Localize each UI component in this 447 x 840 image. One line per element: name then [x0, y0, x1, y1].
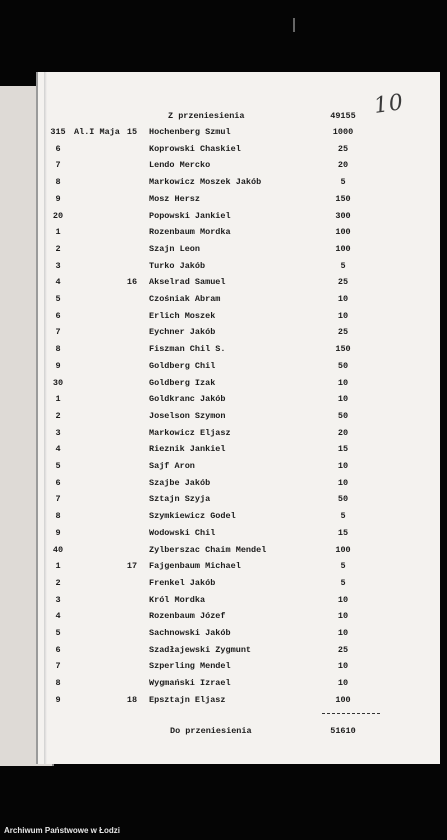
entry-name: Hochenberg Szmul — [149, 127, 231, 137]
entry-amount: 25 — [337, 644, 349, 655]
table-row — [0, 157, 447, 173]
table-row — [0, 608, 447, 624]
entry-date: Al.I Maja — [74, 127, 120, 137]
entry-number: 8 — [55, 678, 61, 689]
entry-amount: 100 — [335, 544, 351, 555]
entry-name: Erlich Moszek — [149, 310, 216, 321]
entry-number: 7 — [55, 160, 61, 171]
entry-name: Wodowski Chil — [149, 527, 216, 538]
entry-name: Mosz Hersz — [149, 193, 201, 204]
film-mark — [293, 18, 295, 32]
table-row — [0, 241, 447, 257]
entry-name: Szajbe Jakób — [149, 477, 211, 488]
table-row — [0, 625, 447, 641]
entry-number: 9 — [55, 527, 61, 538]
table-row — [0, 124, 447, 140]
entry-amount: 25 — [337, 277, 349, 288]
entry-day: 17 — [126, 561, 138, 572]
entry-number: 9 — [55, 694, 61, 705]
entry-amount: 10 — [337, 678, 349, 689]
table-row — [0, 191, 447, 207]
entry-name: Popowski Jankiel — [149, 210, 231, 221]
entry-number: 8 — [55, 177, 61, 188]
entry-amount: 20 — [337, 160, 349, 171]
table-row — [0, 224, 447, 240]
entry-number: 6 — [55, 143, 61, 154]
entry-name: Epsztajn Eljasz — [149, 694, 226, 705]
table-row — [0, 324, 447, 340]
entry-number: 6 — [55, 310, 61, 321]
table-row — [0, 441, 447, 457]
entry-number: 1 — [55, 394, 61, 405]
table-row — [0, 658, 447, 674]
table-row — [0, 675, 447, 691]
entry-amount: 10 — [337, 611, 349, 622]
entry-amount: 10 — [337, 394, 349, 405]
entry-amount: 10 — [337, 594, 349, 605]
entry-amount: 150 — [335, 344, 351, 355]
entry-amount: 100 — [335, 694, 351, 705]
entry-amount: 10 — [337, 661, 349, 672]
entry-number: 2 — [55, 577, 61, 588]
entry-number: 7 — [55, 327, 61, 338]
entry-number: 3 — [55, 594, 61, 605]
entry-number: 40 — [52, 544, 64, 555]
carry-over-footer — [0, 723, 447, 739]
entry-name: Lendo Mercko — [149, 160, 211, 171]
entry-number: 4 — [55, 277, 61, 288]
table-row — [0, 642, 447, 658]
footer-amount: 51610 — [330, 726, 356, 736]
entry-amount: 50 — [337, 360, 349, 371]
entry-name: Fajgenbaum Michael — [149, 561, 241, 572]
entry-day: 18 — [126, 694, 138, 705]
entry-number: 1 — [55, 561, 61, 572]
entry-amount: 100 — [335, 227, 351, 238]
entry-amount: 50 — [337, 494, 349, 505]
entry-name: Sztajn Szyja — [149, 494, 211, 505]
table-row — [0, 208, 447, 224]
entry-name: Szymkiewicz Godel — [149, 511, 236, 522]
table-row — [0, 542, 447, 558]
table-row — [0, 475, 447, 491]
entry-number: 8 — [55, 344, 61, 355]
table-row — [0, 425, 447, 441]
entry-name: Markowicz Moszek Jakób — [149, 177, 262, 188]
entry-number: 6 — [55, 644, 61, 655]
entry-name: Zylberszac Chaim Mendel — [149, 544, 267, 555]
entry-number: 6 — [55, 477, 61, 488]
entry-name: Goldkranc Jakób — [149, 394, 226, 405]
table-row — [0, 408, 447, 424]
entry-number: 5 — [55, 628, 61, 638]
entry-number: 5 — [55, 461, 61, 471]
entry-day: 15 — [126, 127, 138, 137]
entry-number: 2 — [55, 243, 61, 254]
entry-number: 7 — [55, 494, 61, 505]
entry-number: 7 — [55, 661, 61, 672]
entry-name: Goldberg Izak — [149, 377, 216, 388]
table-row — [0, 375, 447, 391]
table-row — [0, 491, 447, 507]
header-title: Z przeniesienia — [168, 111, 245, 121]
table-row — [0, 458, 447, 474]
entry-name: Fiszman Chil S. — [149, 344, 226, 355]
table-row — [0, 258, 447, 274]
entry-name: Akselrad Samuel — [149, 277, 226, 288]
entry-number: 2 — [55, 410, 61, 421]
entry-amount: 10 — [337, 477, 349, 488]
entry-name: Rozenbaum Józef — [149, 611, 226, 622]
entry-name: Frenkel Jakób — [149, 577, 216, 588]
entry-number: 30 — [52, 377, 64, 388]
table-row — [0, 508, 447, 524]
entry-amount: 150 — [335, 193, 351, 204]
entry-amount: 10 — [337, 628, 349, 638]
table-row — [0, 174, 447, 190]
entry-name: Eychner Jakób — [149, 327, 216, 338]
entry-name: Rozenbaum Mordka — [149, 227, 231, 238]
carried-forward-header — [0, 108, 447, 124]
entry-name: Czośniak Abram — [149, 294, 221, 304]
entry-amount: 5 — [340, 561, 346, 572]
entry-amount: 10 — [337, 294, 349, 304]
entry-name: Sachnowski Jakób — [149, 628, 231, 638]
table-row — [0, 291, 447, 307]
table-row — [0, 692, 447, 708]
entry-amount: 10 — [337, 310, 349, 321]
header-amount: 49155 — [330, 111, 356, 121]
table-row — [0, 592, 447, 608]
entry-amount: 10 — [337, 461, 349, 471]
entry-amount: 25 — [337, 143, 349, 154]
entry-number: 9 — [55, 193, 61, 204]
footer-title: Do przeniesienia — [170, 726, 252, 736]
entry-name: Sajf Aron — [149, 461, 195, 471]
entry-name: Goldberg Chil — [149, 360, 216, 371]
entry-number: 20 — [52, 210, 64, 221]
entry-amount: 20 — [337, 427, 349, 438]
table-row — [0, 274, 447, 290]
sum-divider — [322, 713, 380, 714]
entry-number: 3 — [55, 260, 61, 271]
entry-name: Joselson Szymon — [149, 410, 226, 421]
table-row — [0, 141, 447, 157]
table-row — [0, 391, 447, 407]
entry-amount: 50 — [337, 410, 349, 421]
entry-name: Król Mordka — [149, 594, 206, 605]
entry-amount: 5 — [340, 177, 346, 188]
entry-amount: 5 — [340, 260, 346, 271]
entry-amount: 25 — [337, 327, 349, 338]
entry-amount: 100 — [335, 243, 351, 254]
table-row — [0, 358, 447, 374]
table-row — [0, 558, 447, 574]
entry-number: 315 — [50, 127, 66, 137]
entry-number: 9 — [55, 360, 61, 371]
table-row — [0, 308, 447, 324]
entry-name: Rieznik Jankiel — [149, 444, 226, 455]
entry-amount: 15 — [337, 527, 349, 538]
entry-amount: 5 — [340, 577, 346, 588]
entry-name: Koprowski Chaskiel — [149, 143, 241, 154]
entry-amount: 10 — [337, 377, 349, 388]
entry-number: 5 — [55, 294, 61, 304]
entry-amount: 1000 — [332, 127, 354, 137]
entry-amount: 300 — [335, 210, 351, 221]
entry-name: Szajn Leon — [149, 243, 201, 254]
entry-number: 4 — [55, 611, 61, 622]
entry-number: 3 — [55, 427, 61, 438]
entry-name: Markowicz Eljasz — [149, 427, 231, 438]
entry-amount: 5 — [340, 511, 346, 522]
entry-name: Turko Jakób — [149, 260, 206, 271]
table-row — [0, 575, 447, 591]
entry-number: 4 — [55, 444, 61, 455]
entry-name: Szperling Mendel — [149, 661, 231, 672]
handwritten-page-number: 10 — [372, 90, 406, 119]
entry-name: Wygmański Izrael — [149, 678, 231, 689]
entry-day: 16 — [126, 277, 138, 288]
table-row — [0, 341, 447, 357]
entry-name: Szadłajewski Zygmunt — [149, 644, 252, 655]
archive-watermark: Archiwum Państwowe w Łodzi — [4, 826, 121, 835]
entry-number: 8 — [55, 511, 61, 522]
entry-number: 1 — [55, 227, 61, 238]
entry-amount: 15 — [337, 444, 349, 455]
table-row — [0, 525, 447, 541]
